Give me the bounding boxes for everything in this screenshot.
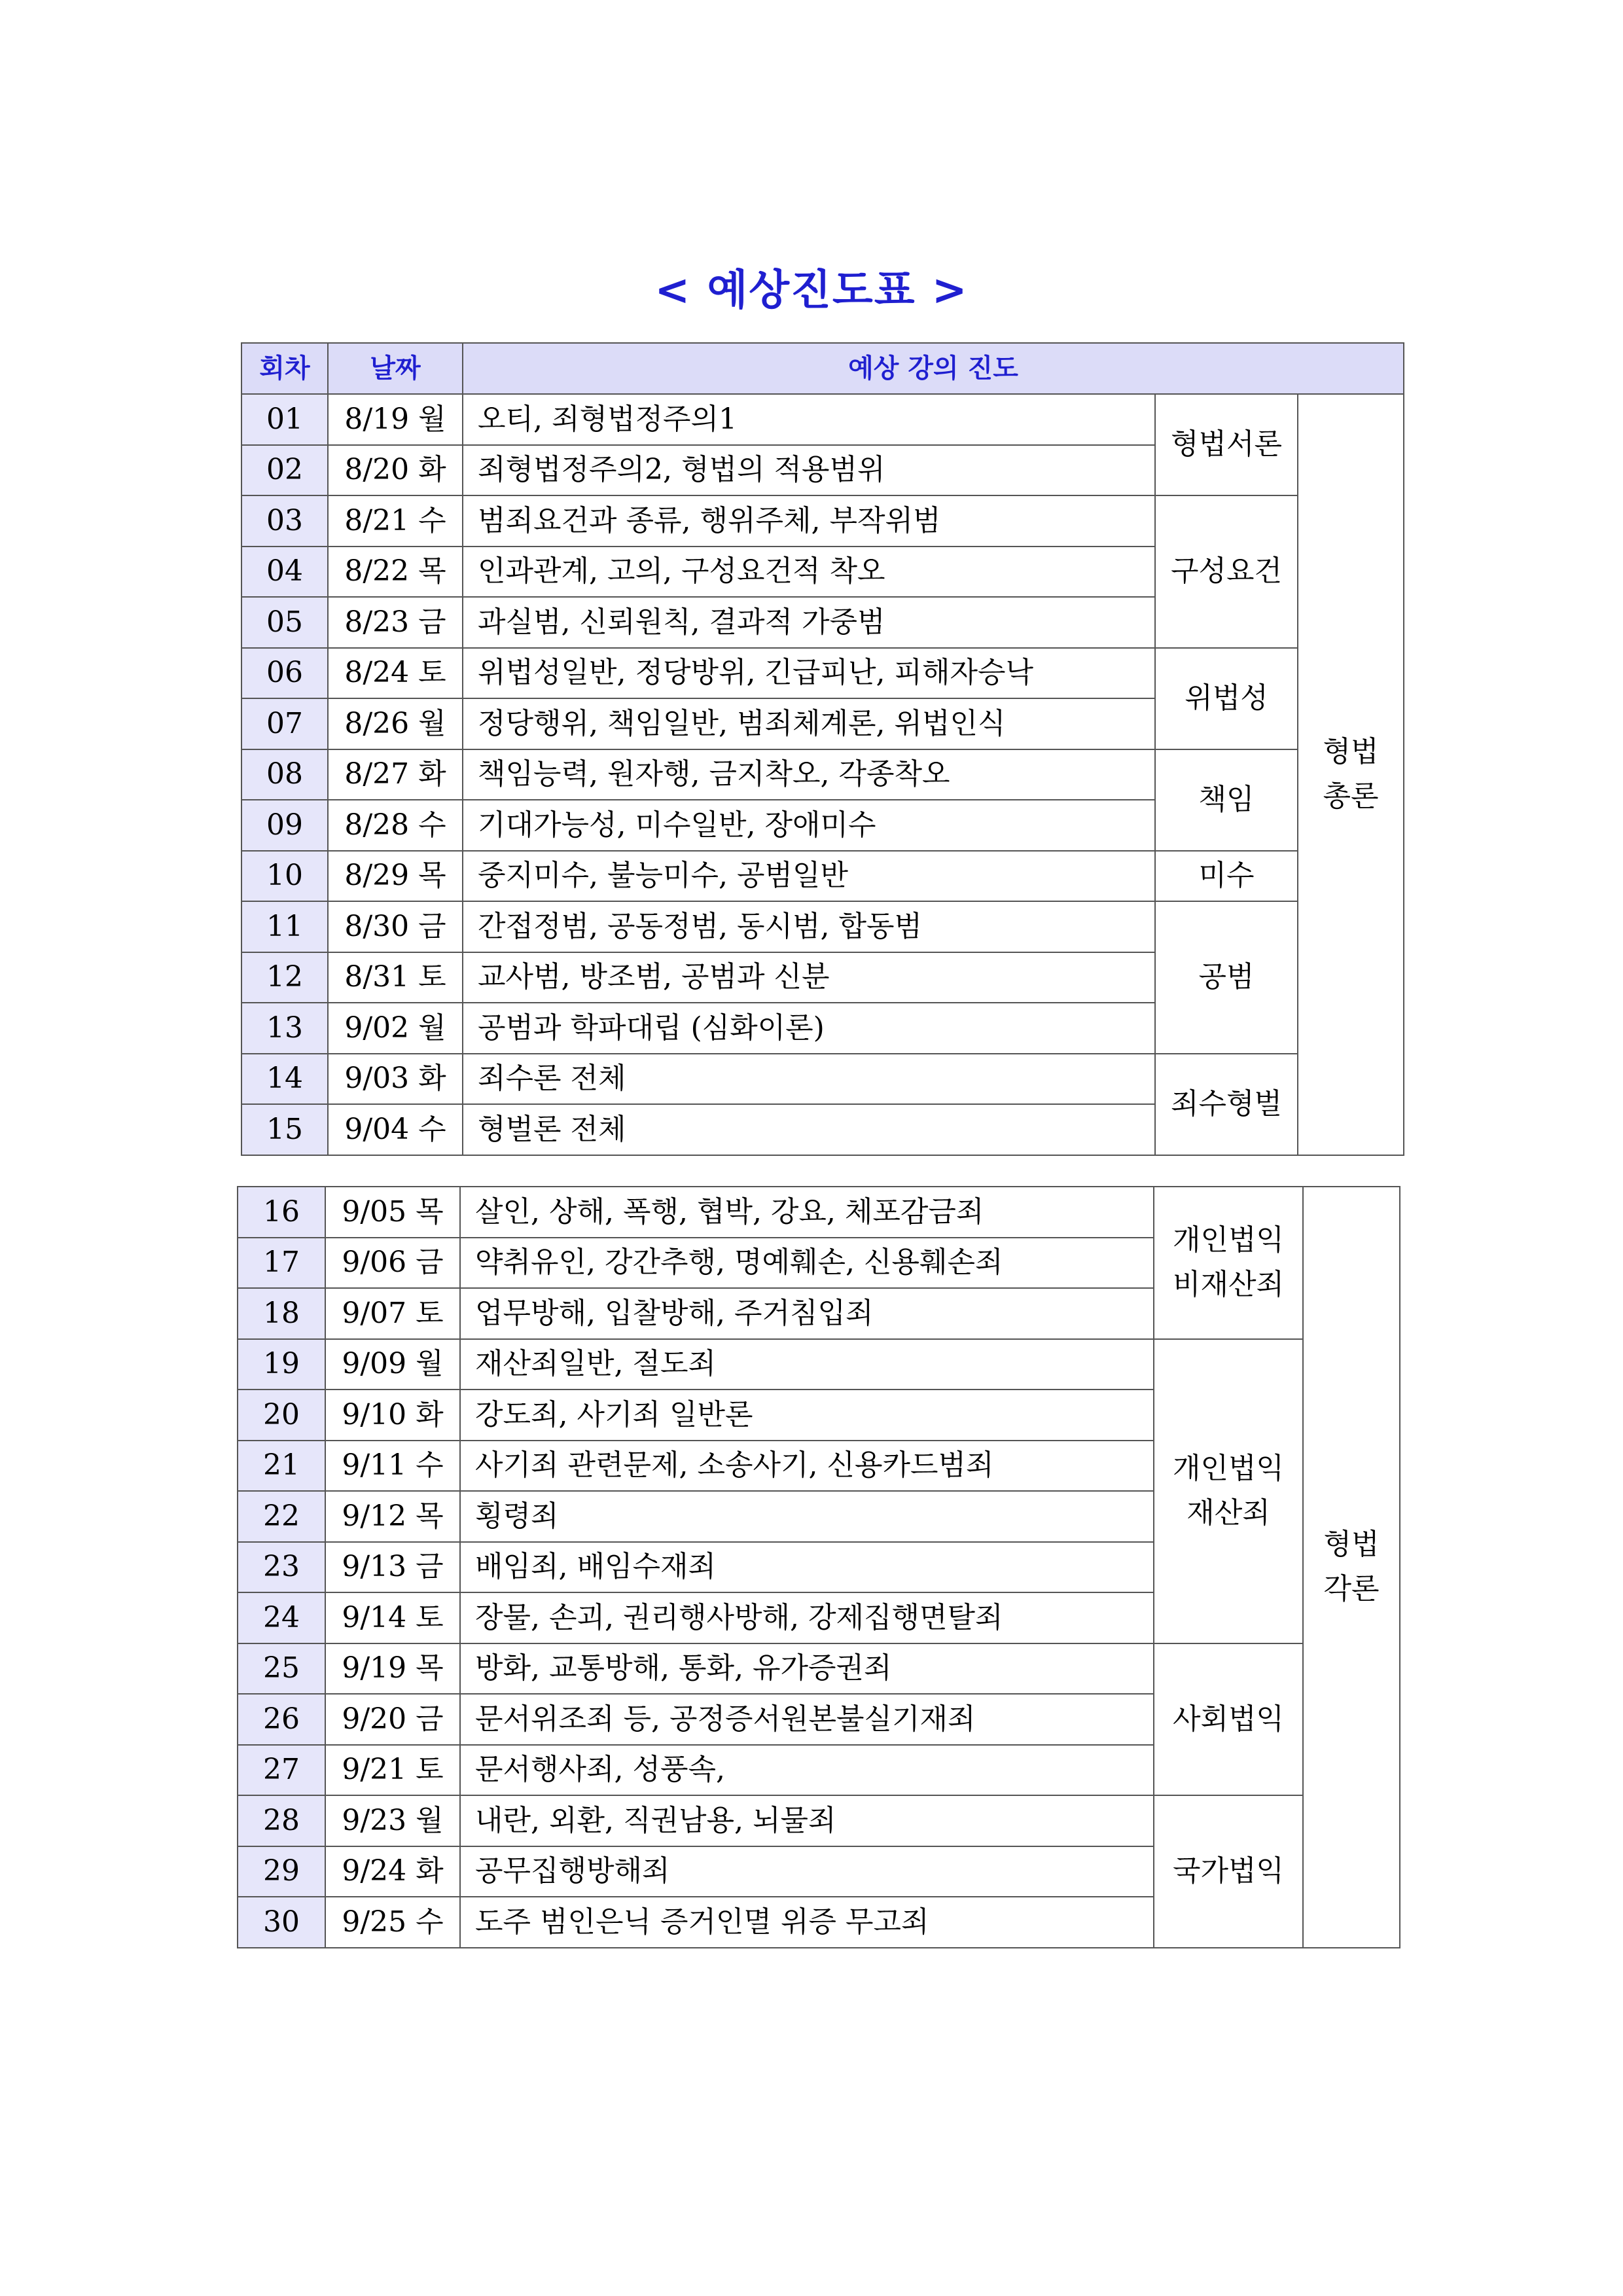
row-content: 강도죄, 사기죄 일반론 <box>460 1390 1154 1441</box>
row-num: 09 <box>241 800 328 851</box>
row-content: 죄수론 전체 <box>463 1054 1155 1105</box>
row-content: 책임능력, 원자행, 금지착오, 각종착오 <box>463 749 1155 800</box>
row-num: 02 <box>241 445 328 496</box>
row-date: 9/20 금 <box>325 1694 460 1745</box>
page-title: < 예상진도표 > <box>654 266 969 315</box>
row-content: 범죄요건과 종류, 행위주체, 부작위범 <box>463 495 1155 547</box>
row-content: 교사범, 방조범, 공범과 신분 <box>463 952 1155 1003</box>
row-content: 배임죄, 배임수재죄 <box>460 1542 1154 1593</box>
table-row <box>241 851 1404 902</box>
row-date: 9/19 목 <box>325 1643 460 1695</box>
row-date: 8/28 수 <box>328 800 463 851</box>
header-date: 날짜 <box>328 343 463 394</box>
row-num: 03 <box>241 495 328 547</box>
row-content: 중지미수, 불능미수, 공범일반 <box>463 851 1155 902</box>
row-date: 9/13 금 <box>325 1542 460 1593</box>
row-content: 정당행위, 책임일반, 범죄체계론, 위법인식 <box>463 698 1155 749</box>
row-num: 01 <box>241 394 328 445</box>
section-label: 형법 총론 <box>1298 394 1404 1155</box>
row-date: 8/24 토 <box>328 648 463 699</box>
row-content: 도주 범인은닉 증거인멸 위증 무고죄 <box>460 1897 1154 1948</box>
row-date: 9/07 토 <box>325 1288 460 1339</box>
row-content: 문서위조죄 등, 공정증서원본불실기재죄 <box>460 1694 1154 1745</box>
row-content: 간접정범, 공동정범, 동시범, 합동범 <box>463 901 1155 952</box>
row-date: 9/23 월 <box>325 1795 460 1846</box>
row-date: 8/21 수 <box>328 495 463 547</box>
row-content: 살인, 상해, 폭행, 협박, 강요, 체포감금죄 <box>460 1187 1154 1238</box>
table-row <box>241 749 1404 800</box>
schedule-table-specific <box>237 1186 1400 1948</box>
row-num: 13 <box>241 1003 328 1054</box>
row-num: 08 <box>241 749 328 800</box>
row-num: 18 <box>238 1288 325 1339</box>
table-header-row <box>241 343 1404 394</box>
group-label: 죄수형벌 <box>1155 1054 1298 1155</box>
group-label: 공범 <box>1155 901 1298 1054</box>
row-num: 10 <box>241 851 328 902</box>
group-label: 개인법익 비재산죄 <box>1154 1187 1303 1339</box>
row-date: 9/11 수 <box>325 1441 460 1492</box>
table-row <box>238 1187 1400 1238</box>
row-num: 17 <box>238 1238 325 1289</box>
row-num: 26 <box>238 1694 325 1745</box>
row-content: 공범과 학파대립 (심화이론) <box>463 1003 1155 1054</box>
row-content: 문서행사죄, 성풍속, <box>460 1745 1154 1796</box>
row-num: 16 <box>238 1187 325 1238</box>
schedule-table-general <box>241 342 1404 1156</box>
row-date: 9/14 토 <box>325 1592 460 1643</box>
row-date: 8/20 화 <box>328 445 463 496</box>
row-num: 14 <box>241 1054 328 1105</box>
row-content: 인과관계, 고의, 구성요건적 착오 <box>463 547 1155 598</box>
group-label: 개인법익 재산죄 <box>1154 1339 1303 1643</box>
row-content: 기대가능성, 미수일반, 장애미수 <box>463 800 1155 851</box>
table-row <box>241 1054 1404 1105</box>
table-row <box>241 901 1404 952</box>
row-date: 9/05 목 <box>325 1187 460 1238</box>
table-row <box>238 1795 1400 1846</box>
table-row <box>238 1339 1400 1390</box>
row-num: 19 <box>238 1339 325 1390</box>
row-num: 30 <box>238 1897 325 1948</box>
row-content: 장물, 손괴, 권리행사방해, 강제집행면탈죄 <box>460 1592 1154 1643</box>
row-content: 형벌론 전체 <box>463 1104 1155 1155</box>
row-num: 27 <box>238 1745 325 1796</box>
group-label: 미수 <box>1155 851 1298 902</box>
row-content: 위법성일반, 정당방위, 긴급피난, 피해자승낙 <box>463 648 1155 699</box>
row-content: 사기죄 관련문제, 소송사기, 신용카드범죄 <box>460 1441 1154 1492</box>
group-label: 사회법익 <box>1154 1643 1303 1796</box>
row-num: 07 <box>241 698 328 749</box>
row-date: 9/03 화 <box>328 1054 463 1105</box>
row-date: 9/04 수 <box>328 1104 463 1155</box>
row-num: 22 <box>238 1491 325 1542</box>
row-date: 8/23 금 <box>328 597 463 648</box>
row-num: 06 <box>241 648 328 699</box>
group-label: 책임 <box>1155 749 1298 851</box>
row-date: 9/09 월 <box>325 1339 460 1390</box>
row-num: 21 <box>238 1441 325 1492</box>
row-content: 재산죄일반, 절도죄 <box>460 1339 1154 1390</box>
row-num: 05 <box>241 597 328 648</box>
row-date: 9/24 화 <box>325 1846 460 1897</box>
row-num: 23 <box>238 1542 325 1593</box>
group-label: 구성요건 <box>1155 495 1298 648</box>
row-date: 8/27 화 <box>328 749 463 800</box>
header-num: 회차 <box>241 343 328 394</box>
row-content: 방화, 교통방해, 통화, 유가증권죄 <box>460 1643 1154 1695</box>
row-date: 9/25 수 <box>325 1897 460 1948</box>
row-content: 약취유인, 강간추행, 명예훼손, 신용훼손죄 <box>460 1238 1154 1289</box>
table-row <box>241 648 1404 699</box>
row-content: 오티, 죄형법정주의1 <box>463 394 1155 445</box>
row-date: 8/19 월 <box>328 394 463 445</box>
row-date: 8/30 금 <box>328 901 463 952</box>
row-date: 9/06 금 <box>325 1238 460 1289</box>
row-num: 15 <box>241 1104 328 1155</box>
row-content: 공무집행방해죄 <box>460 1846 1154 1897</box>
row-num: 12 <box>241 952 328 1003</box>
row-num: 04 <box>241 547 328 598</box>
row-content: 내란, 외환, 직권남용, 뇌물죄 <box>460 1795 1154 1846</box>
table-row <box>241 495 1404 547</box>
row-date: 9/02 월 <box>328 1003 463 1054</box>
row-date: 9/12 목 <box>325 1491 460 1542</box>
row-num: 11 <box>241 901 328 952</box>
table-row <box>241 394 1404 445</box>
row-content: 죄형법정주의2, 형법의 적용범위 <box>463 445 1155 496</box>
group-label: 형법서론 <box>1155 394 1298 495</box>
group-label: 위법성 <box>1155 648 1298 749</box>
row-content: 횡령죄 <box>460 1491 1154 1542</box>
row-num: 28 <box>238 1795 325 1846</box>
table-row <box>238 1643 1400 1695</box>
row-date: 8/22 목 <box>328 547 463 598</box>
row-num: 24 <box>238 1592 325 1643</box>
row-content: 업무방해, 입찰방해, 주거침입죄 <box>460 1288 1154 1339</box>
section-label: 형법 각론 <box>1303 1187 1400 1948</box>
row-date: 9/21 토 <box>325 1745 460 1796</box>
group-label: 국가법익 <box>1154 1795 1303 1948</box>
row-num: 20 <box>238 1390 325 1441</box>
header-content: 예상 강의 진도 <box>463 343 1404 394</box>
row-date: 8/31 토 <box>328 952 463 1003</box>
row-date: 8/26 월 <box>328 698 463 749</box>
row-date: 9/10 화 <box>325 1390 460 1441</box>
row-content: 과실범, 신뢰원칙, 결과적 가중범 <box>463 597 1155 648</box>
row-num: 25 <box>238 1643 325 1695</box>
row-date: 8/29 목 <box>328 851 463 902</box>
row-num: 29 <box>238 1846 325 1897</box>
